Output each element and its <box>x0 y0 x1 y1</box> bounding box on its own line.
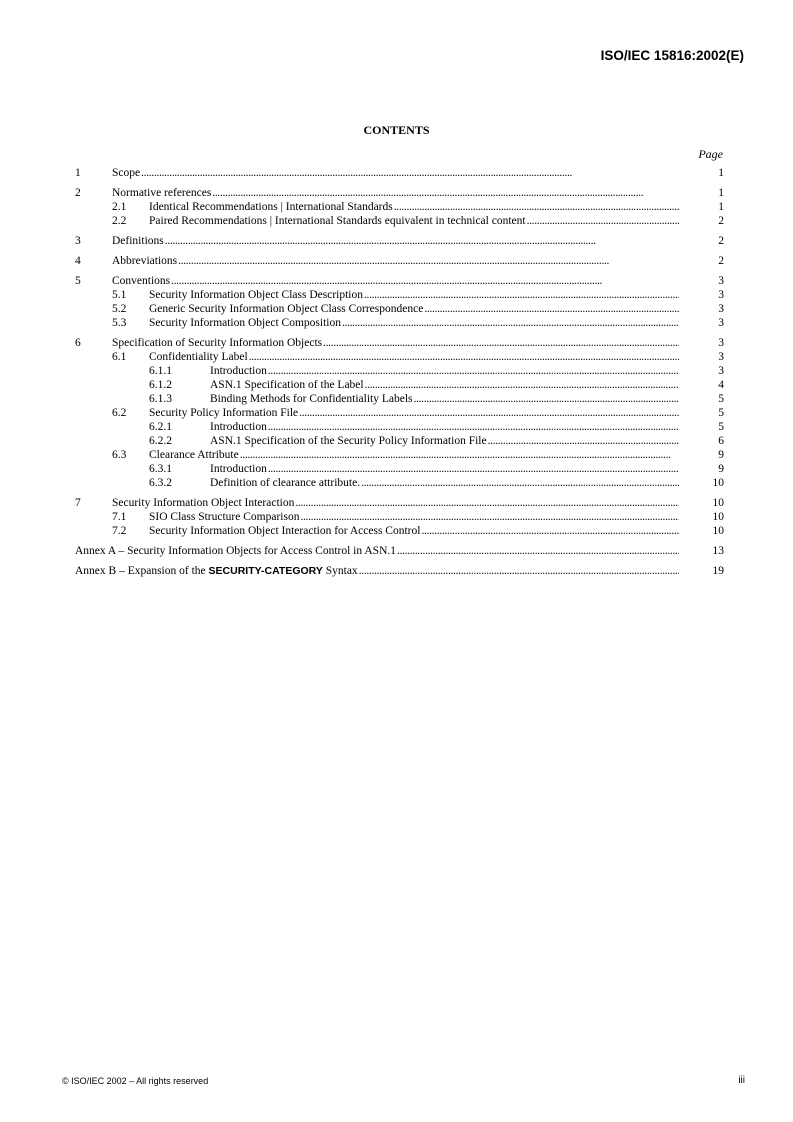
toc-entry-title: ASN.1 Specification of the Label <box>210 379 364 391</box>
toc-entry[interactable] <box>75 420 724 434</box>
toc-entry-page: 3 <box>718 275 724 287</box>
toc-entry-title: Security Information Object Interaction for Access Control <box>149 525 421 537</box>
leader-dots <box>364 288 679 302</box>
toc-entry-title: Abbreviations <box>112 255 178 267</box>
toc-entry[interactable] <box>75 200 724 214</box>
toc-entry-number: 6.1.2 <box>149 379 172 391</box>
footer-page-number: iii <box>738 1075 745 1086</box>
leader-dots <box>365 378 679 392</box>
toc-entry[interactable] <box>75 496 724 510</box>
toc-entry-title: Definitions <box>112 235 164 247</box>
toc-entry-page: 9 <box>718 449 724 461</box>
toc-entry-page: 3 <box>718 365 724 377</box>
toc-entry-title: Binding Methods for Confidentiality Labels <box>210 393 413 405</box>
toc-entry-number: 6.3.1 <box>149 463 172 475</box>
toc-entry[interactable] <box>75 462 724 476</box>
toc-annex-page: 13 <box>712 545 724 557</box>
toc-entry-page: 3 <box>718 303 724 315</box>
leader-dots <box>299 406 679 420</box>
toc-entry-page: 5 <box>718 393 724 405</box>
toc-entry-number: 6.1 <box>112 351 127 363</box>
toc-entry-number: 2.2 <box>112 215 127 227</box>
toc-entry-title: ASN.1 Specification of the Security Policy Information File <box>210 435 487 447</box>
toc-entry[interactable] <box>75 434 724 448</box>
toc-entry[interactable] <box>75 166 724 180</box>
toc-entry[interactable] <box>75 406 724 420</box>
toc-entry-title: Confidentiality Label <box>149 351 248 363</box>
leader-dots <box>342 316 679 330</box>
toc-entry-title: Paired Recommendations | International Standards equivalent in technical content <box>149 215 526 227</box>
leader-dots <box>178 254 679 268</box>
toc-entry[interactable] <box>75 350 724 364</box>
contents-title: CONTENTS <box>363 123 430 137</box>
document-header-id: ISO/IEC 15816:2002(E) <box>600 48 744 63</box>
toc-entry-number: 6.3.2 <box>149 477 172 489</box>
toc-annex-title: Annex A – Security Information Objects for Access Control in ASN.1 <box>75 545 397 557</box>
toc-entry-page: 5 <box>718 421 724 433</box>
annex-title-keyword: SECURITY-CATEGORY <box>208 565 323 577</box>
toc-entry-page: 4 <box>718 379 724 391</box>
toc-entry-number: 5.2 <box>112 303 127 315</box>
toc-entry-title: Definition of clearance attribute. <box>210 477 361 489</box>
toc-entry[interactable] <box>75 336 724 350</box>
toc-entry-number: 3 <box>75 235 81 247</box>
toc-entry-page: 10 <box>712 525 724 537</box>
toc-entry-number: 5.3 <box>112 317 127 329</box>
toc-entry[interactable] <box>75 510 724 524</box>
toc-entry[interactable] <box>75 186 724 200</box>
toc-entry-title: Security Information Object Interaction <box>112 497 295 509</box>
toc-entry-number: 2 <box>75 187 81 199</box>
leader-dots <box>488 434 679 448</box>
toc-entry-page: 3 <box>718 289 724 301</box>
leader-dots <box>361 476 679 490</box>
toc-entry-page: 1 <box>718 201 724 213</box>
toc-entry-number: 5 <box>75 275 81 287</box>
toc-entry-number: 6.1.1 <box>149 365 172 377</box>
toc-entry-page: 10 <box>712 477 724 489</box>
toc-entry-title: Conventions <box>112 275 171 287</box>
toc-entry-number: 2.1 <box>112 201 127 213</box>
leader-dots <box>171 274 679 288</box>
toc-annex-a[interactable] <box>75 544 724 558</box>
toc-entry-number: 6.3 <box>112 449 127 461</box>
toc-entry-number: 6.2.2 <box>149 435 172 447</box>
toc-entry-page: 2 <box>718 255 724 267</box>
toc-entry-title: Security Policy Information File <box>149 407 299 419</box>
toc-entry-title: Clearance Attribute <box>149 449 239 461</box>
toc-entry-page: 2 <box>718 215 724 227</box>
toc-entry-page: 1 <box>718 167 724 179</box>
toc-entry[interactable] <box>75 316 724 330</box>
toc-entry-title: SIO Class Structure Comparison <box>149 511 300 523</box>
toc-entry-number: 1 <box>75 167 81 179</box>
toc-entry-title: Specification of Security Information Objects <box>112 337 323 349</box>
leader-dots <box>359 564 679 578</box>
leader-dots <box>300 510 679 524</box>
toc-entry-number: 7 <box>75 497 81 509</box>
toc-entry-title: Identical Recommendations | International Standards <box>149 201 393 213</box>
toc-entry-page: 10 <box>712 511 724 523</box>
toc-entry[interactable] <box>75 476 724 490</box>
toc-entry[interactable] <box>75 378 724 392</box>
leader-dots <box>240 448 679 462</box>
toc-entry[interactable] <box>75 392 724 406</box>
leader-dots <box>397 544 679 558</box>
toc-entry[interactable] <box>75 274 724 288</box>
toc-entry-page: 3 <box>718 337 724 349</box>
toc-entry-page: 3 <box>718 351 724 363</box>
leader-dots <box>165 234 679 248</box>
toc-entry-number: 5.1 <box>112 289 127 301</box>
table-of-contents <box>75 166 724 578</box>
annex-title-pre: Annex B – Expansion of the <box>75 565 209 577</box>
toc-entry-page: 2 <box>718 235 724 247</box>
toc-annex-b[interactable] <box>75 564 724 578</box>
leader-dots <box>249 350 679 364</box>
leader-dots <box>295 496 679 510</box>
toc-entry-page: 1 <box>718 187 724 199</box>
toc-entry-title: Security Information Object Composition <box>149 317 341 329</box>
toc-entry-page: 9 <box>718 463 724 475</box>
footer-copyright: © ISO/IEC 2002 – All rights reserved <box>62 1076 209 1086</box>
leader-dots <box>394 200 679 214</box>
leader-dots <box>268 420 679 434</box>
leader-dots <box>268 364 679 378</box>
toc-entry-title: Introduction <box>210 463 267 475</box>
annex-title-post: Syntax <box>322 565 358 577</box>
toc-annex-page: 19 <box>712 565 724 577</box>
toc-entry-page: 10 <box>712 497 724 509</box>
toc-entry-page: 6 <box>718 435 724 447</box>
toc-entry-title: Generic Security Information Object Class Correspondence <box>149 303 424 315</box>
toc-entry[interactable] <box>75 288 724 302</box>
toc-entry-title: Introduction <box>210 365 267 377</box>
toc-entry-number: 7.2 <box>112 525 127 537</box>
toc-entry[interactable] <box>75 364 724 378</box>
toc-entry[interactable] <box>75 524 724 538</box>
toc-entry[interactable] <box>75 214 724 228</box>
toc-entry[interactable] <box>75 448 724 462</box>
leader-dots <box>527 214 679 228</box>
toc-entry-number: 6.2.1 <box>149 421 172 433</box>
toc-entry[interactable] <box>75 302 724 316</box>
toc-entry-number: 6 <box>75 337 81 349</box>
toc-entry-title: Introduction <box>210 421 267 433</box>
leader-dots <box>323 336 679 350</box>
toc-entry-title: Scope <box>112 167 141 179</box>
leader-dots <box>141 166 679 180</box>
page-column-label: Page <box>698 147 723 161</box>
leader-dots <box>268 462 679 476</box>
toc-entry-title: Security Information Object Class Description <box>149 289 363 301</box>
toc-entry-page: 3 <box>718 317 724 329</box>
toc-entry-number: 6.2 <box>112 407 127 419</box>
toc-entry-number: 6.1.3 <box>149 393 172 405</box>
toc-entry-page: 5 <box>718 407 724 419</box>
leader-dots <box>424 302 679 316</box>
leader-dots <box>414 392 679 406</box>
toc-entry[interactable] <box>75 254 724 268</box>
toc-entry-title: Normative references <box>112 187 212 199</box>
toc-annex-title <box>75 564 358 578</box>
toc-entry[interactable] <box>75 234 724 248</box>
leader-dots <box>212 186 679 200</box>
toc-entry-number: 7.1 <box>112 511 127 523</box>
toc-entry-number: 4 <box>75 255 81 267</box>
leader-dots <box>421 524 679 538</box>
